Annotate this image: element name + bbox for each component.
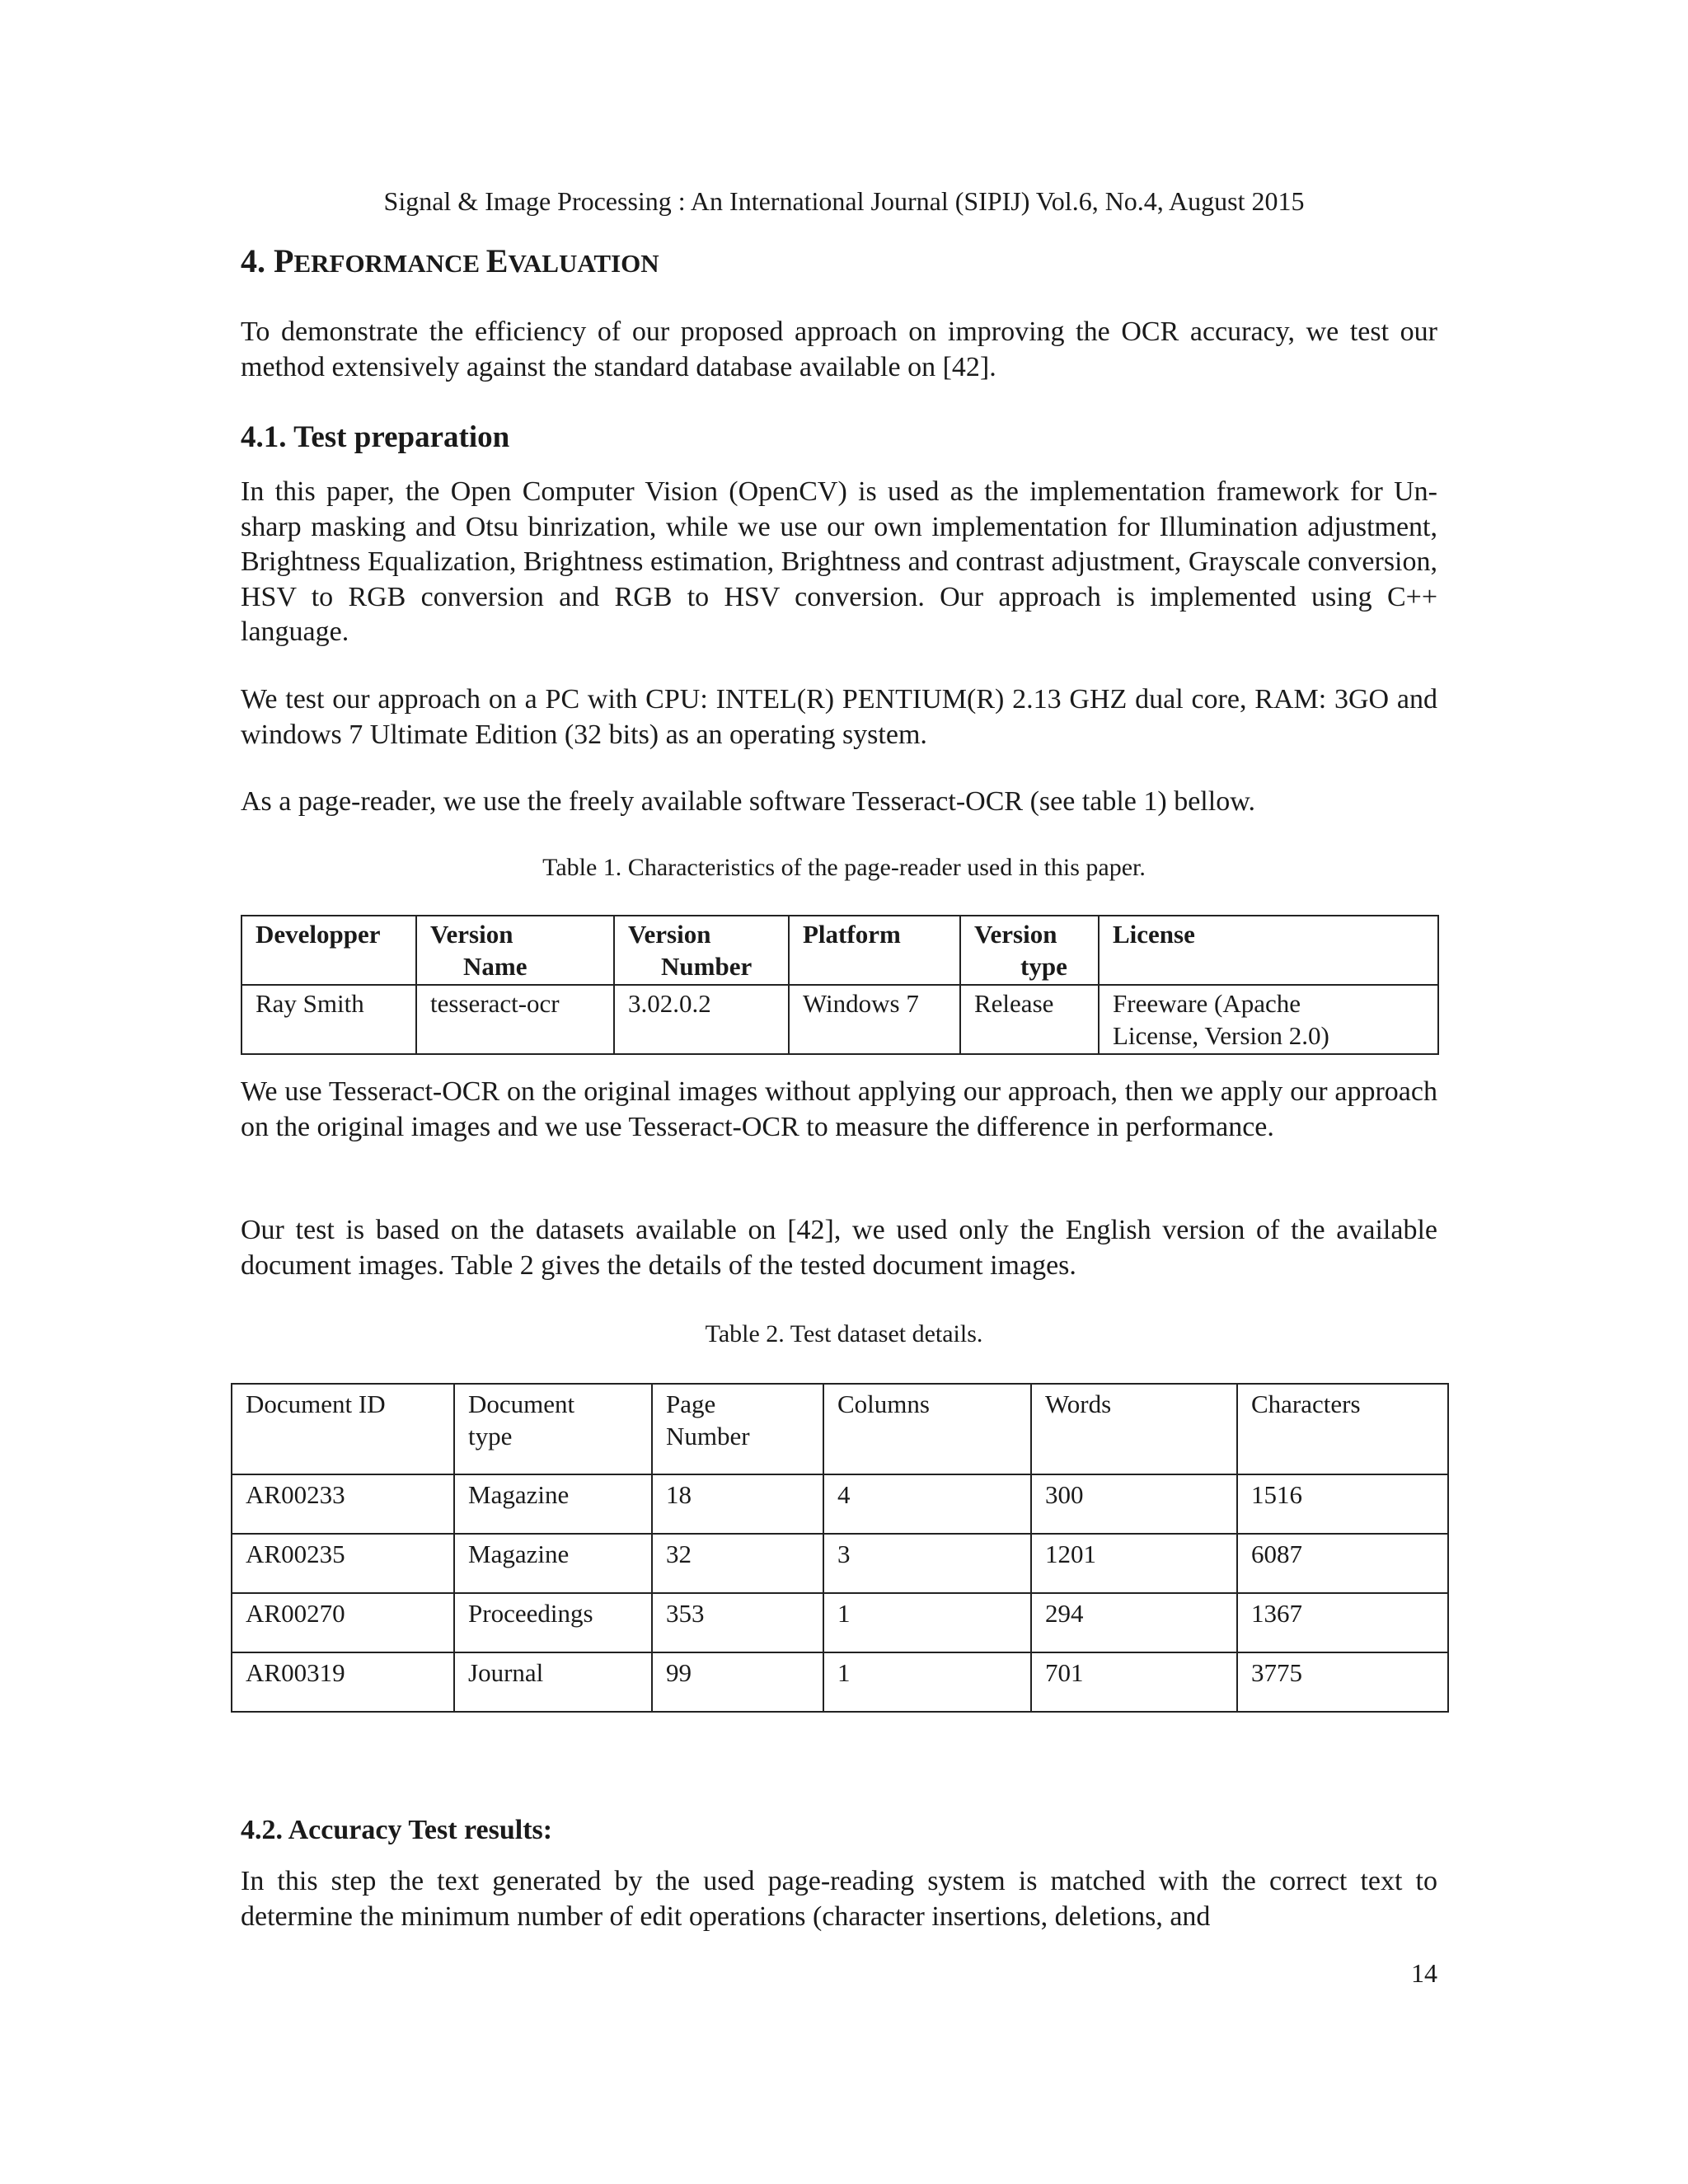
table-2-header-columns: Columns xyxy=(823,1384,1031,1474)
table-2-cell-columns: 4 xyxy=(823,1474,1031,1534)
table-1-header-developper: Developper xyxy=(241,916,416,985)
section-title xyxy=(241,241,659,284)
section-title-cap-2: E xyxy=(485,242,509,279)
table-1-cell-version-type: Release xyxy=(960,985,1099,1054)
table-2-cell-words: 294 xyxy=(1031,1593,1237,1652)
table-1-cell-version-name: tesseract-ocr xyxy=(416,985,614,1054)
table-1-header-version-number: Version Number xyxy=(614,916,789,985)
table-2-header-document-id: Document ID xyxy=(232,1384,454,1474)
table-2-header-document-type: Document type xyxy=(454,1384,652,1474)
table-1-cell-developper: Ray Smith xyxy=(241,985,416,1054)
table-1-header-license: License xyxy=(1099,916,1438,985)
table-2-cell-characters: 3775 xyxy=(1237,1652,1448,1712)
paragraph-method-comparison: We use Tesseract-OCR on the original images without applying our approach, then we apply our approach on the original images and we use Tesseract-OCR to measure the difference in performance. xyxy=(241,1076,1437,1142)
table-2-cell-columns: 1 xyxy=(823,1652,1031,1712)
table-2-cell-document-type: Proceedings xyxy=(454,1593,652,1652)
table-2-cell-characters: 1516 xyxy=(1237,1474,1448,1534)
page-number: 14 xyxy=(1411,1958,1437,1988)
paragraph-datasets: Our test is based on the datasets available on [42], we used only the English version of the available document images. Table 2 gives the details of the tested document images. xyxy=(241,1215,1437,1281)
table-1-cell-license: Freeware (Apache License, Version 2.0) xyxy=(1099,985,1438,1054)
subsection-heading-4-1: 4.1. Test preparation xyxy=(241,420,510,454)
table-2-header-words: Words xyxy=(1031,1384,1237,1474)
section-title-cap-1: P xyxy=(274,242,294,279)
table-row xyxy=(232,1593,1448,1652)
table-row xyxy=(232,1474,1448,1534)
section-title-rest-2: VALUATION xyxy=(508,249,659,278)
table-2 xyxy=(231,1383,1449,1713)
table-1-header-version-type: Version type xyxy=(960,916,1099,985)
table-2-cell-page-number: 18 xyxy=(652,1474,823,1534)
table-2-cell-page-number: 353 xyxy=(652,1593,823,1652)
table-2-cell-page-number: 32 xyxy=(652,1534,823,1593)
section-number: 4. xyxy=(241,242,274,279)
table-2-cell-columns: 1 xyxy=(823,1593,1031,1652)
table-2-cell-document-id: AR00235 xyxy=(232,1534,454,1593)
paragraph-accuracy-results: In this step the text generated by the used page-reading system is matched with the correct text to determine the minimum number of edit operations (character insertions, deletions, and xyxy=(241,1866,1437,1932)
table-2-cell-words: 1201 xyxy=(1031,1534,1237,1593)
table-2-cell-characters: 6087 xyxy=(1237,1534,1448,1593)
table-2-cell-characters: 1367 xyxy=(1237,1593,1448,1652)
table-2-cell-document-type: Magazine xyxy=(454,1534,652,1593)
table-1-caption: Table 1. Characteristics of the page-reader used in this paper. xyxy=(542,854,1146,881)
table-1-row xyxy=(241,985,1438,1054)
table-row xyxy=(232,1652,1448,1712)
table-1-cell-platform: Windows 7 xyxy=(789,985,960,1054)
table-1 xyxy=(241,915,1439,1055)
table-2-cell-document-type: Magazine xyxy=(454,1474,652,1534)
table-row xyxy=(232,1534,1448,1593)
table-2-cell-words: 300 xyxy=(1031,1474,1237,1534)
paragraph-intro: To demonstrate the efficiency of our proposed approach on improving the OCR accuracy, we test our method extensively against the standard database available on [42]. xyxy=(241,316,1437,382)
table-2-cell-document-id: AR00270 xyxy=(232,1593,454,1652)
table-2-header-page-number: Page Number xyxy=(652,1384,823,1474)
paragraph-test-preparation: In this paper, the Open Computer Vision (OpenCV) is used as the implementation framework for Un-sharp masking and Otsu binrization, while we use our own implementation for Illumination adjustment, Brightness Equalization, Brightness estimation, Brightness and contrast adjustment, Grayscale conversion, HSV to RGB conversion and RGB to HSV conversion. Our approach is implemented using C++ language. xyxy=(241,476,1437,647)
table-2-caption: Table 2. Test dataset details. xyxy=(705,1320,983,1347)
table-2-cell-document-type: Journal xyxy=(454,1652,652,1712)
table-2-cell-page-number: 99 xyxy=(652,1652,823,1712)
table-1-header-row xyxy=(241,916,1438,985)
table-2-header-row xyxy=(232,1384,1448,1474)
table-2-header-characters: Characters xyxy=(1237,1384,1448,1474)
table-1-cell-version-number: 3.02.0.2 xyxy=(614,985,789,1054)
table-1-header-platform: Platform xyxy=(789,916,960,985)
table-2-cell-columns: 3 xyxy=(823,1534,1031,1593)
table-2-cell-document-id: AR00233 xyxy=(232,1474,454,1534)
running-header: Signal & Image Processing : An International Journal (SIPIJ) Vol.6, No.4, August 2015 xyxy=(383,186,1305,216)
table-1-header-version-name: Version Name xyxy=(416,916,614,985)
table-2-cell-document-id: AR00319 xyxy=(232,1652,454,1712)
paragraph-test-environment: We test our approach on a PC with CPU: INTEL(R) PENTIUM(R) 2.13 GHZ dual core, RAM: 3GO and windows 7 Ultimate Edition (32 bits) as an operating system. xyxy=(241,684,1437,750)
section-title-rest-1: ERFORMANCE xyxy=(293,249,486,278)
subsection-heading-4-2: 4.2. Accuracy Test results: xyxy=(241,1815,553,1845)
table-2-cell-words: 701 xyxy=(1031,1652,1237,1712)
paragraph-page-reader: As a page-reader, we use the freely available software Tesseract-OCR (see table 1) bellow. xyxy=(241,786,1256,817)
